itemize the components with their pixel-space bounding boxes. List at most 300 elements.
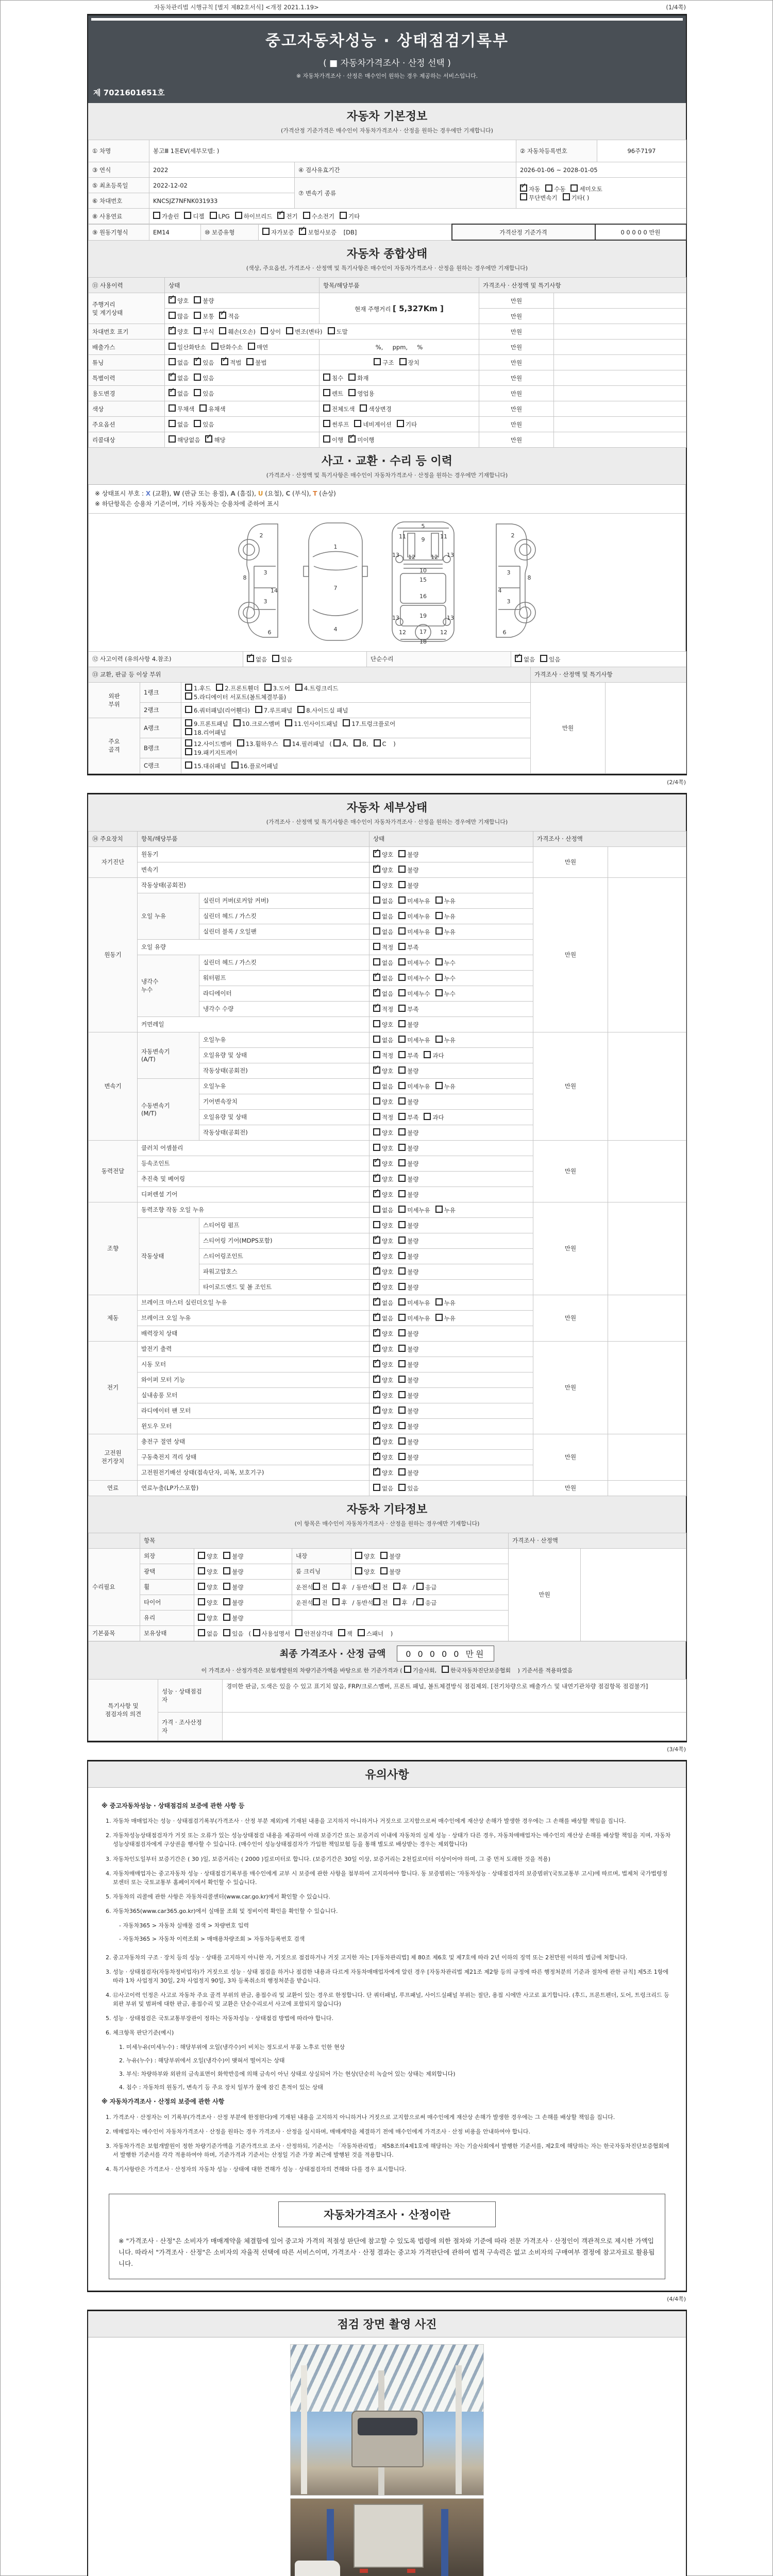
options-cell[interactable] — [320, 370, 479, 386]
checkbox-option[interactable] — [373, 1082, 393, 1091]
options-cell[interactable] — [243, 651, 367, 667]
checkbox-option[interactable] — [299, 228, 337, 236]
checkbox-option[interactable] — [435, 974, 456, 982]
options-cell[interactable] — [369, 1156, 533, 1171]
checkbox-option[interactable] — [398, 1468, 418, 1477]
options-cell[interactable]: 운전석 전 후 / 동반석 전 후 / 응급 — [292, 1579, 509, 1595]
checkbox-option[interactable] — [373, 896, 393, 905]
options-cell[interactable] — [369, 955, 533, 970]
options-cell[interactable] — [369, 1078, 533, 1094]
options-cell[interactable] — [369, 1295, 533, 1310]
checkbox-option[interactable] — [373, 1267, 393, 1276]
checkbox-option[interactable] — [545, 184, 565, 193]
options-cell[interactable] — [165, 293, 320, 309]
options-cell[interactable] — [516, 178, 686, 209]
checkbox-option[interactable] — [355, 1552, 375, 1561]
checkbox-option[interactable] — [295, 1629, 333, 1638]
checkbox-option[interactable] — [323, 420, 349, 429]
checkbox-option[interactable] — [393, 1598, 408, 1607]
checkbox-option[interactable] — [374, 739, 386, 748]
checkbox-option[interactable] — [283, 739, 325, 748]
checkbox-option[interactable] — [360, 404, 391, 413]
checkbox-option[interactable] — [373, 912, 393, 921]
options-cell[interactable] — [369, 1094, 533, 1109]
checkbox-option[interactable] — [398, 1066, 418, 1075]
options-cell[interactable] — [369, 1387, 533, 1403]
options-cell[interactable] — [194, 1610, 292, 1625]
options-cell[interactable] — [369, 1418, 533, 1434]
checkbox-option[interactable] — [373, 881, 393, 890]
checkbox-option[interactable] — [373, 1314, 393, 1323]
checkbox-option[interactable] — [520, 184, 540, 193]
checkbox-option[interactable] — [194, 420, 214, 429]
checkbox-option[interactable] — [435, 896, 456, 905]
checkbox-option[interactable] — [398, 1097, 418, 1106]
options-cell[interactable] — [369, 1217, 533, 1233]
checkbox-option[interactable] — [398, 1020, 418, 1029]
checkbox-option[interactable] — [169, 343, 206, 351]
checkbox-option[interactable] — [398, 1345, 418, 1353]
checkbox-option[interactable] — [246, 358, 266, 367]
checkbox-option[interactable] — [398, 1206, 430, 1214]
checkbox-option[interactable] — [373, 1422, 393, 1431]
checkbox-option[interactable] — [185, 692, 286, 701]
checkbox-option[interactable] — [223, 1583, 243, 1591]
checkbox-option[interactable] — [398, 1283, 418, 1292]
checkbox-option[interactable] — [399, 358, 419, 367]
checkbox-option[interactable] — [313, 1598, 327, 1607]
checkbox-option[interactable] — [373, 958, 393, 967]
checkbox-option[interactable] — [398, 1453, 418, 1462]
checkbox-option[interactable] — [185, 706, 250, 715]
options-cell[interactable]: 자가보증 ✓ 보험사보증 [DB] — [259, 224, 452, 240]
options-cell[interactable] — [165, 309, 320, 324]
checkbox-option[interactable] — [340, 212, 360, 221]
options-cell[interactable] — [165, 340, 320, 355]
checkbox-option[interactable] — [374, 358, 394, 367]
checkbox-option[interactable] — [398, 1005, 418, 1013]
checkbox-option[interactable] — [398, 1036, 430, 1044]
options-cell[interactable] — [181, 718, 531, 738]
checkbox-option[interactable] — [398, 1082, 430, 1091]
checkbox-option[interactable] — [297, 706, 348, 715]
checkbox-option[interactable] — [435, 1298, 456, 1307]
checkbox-option[interactable] — [221, 358, 241, 367]
options-cell[interactable] — [369, 1171, 533, 1187]
checkbox-option[interactable] — [398, 1252, 418, 1261]
checkbox-option[interactable] — [211, 343, 243, 351]
options-cell[interactable] — [369, 1202, 533, 1217]
options-cell[interactable] — [165, 355, 320, 370]
checkbox-option[interactable] — [416, 1583, 436, 1591]
options-cell[interactable] — [369, 877, 533, 893]
checkbox-option[interactable] — [198, 1629, 218, 1638]
options-cell[interactable] — [320, 386, 479, 401]
checkbox-option[interactable] — [328, 327, 348, 336]
options-cell[interactable] — [369, 1125, 533, 1140]
checkbox-option[interactable] — [373, 1236, 393, 1245]
checkbox-option[interactable] — [198, 1614, 218, 1622]
option-label: 불량 — [407, 1098, 419, 1106]
checkbox-option[interactable] — [247, 655, 267, 664]
checkbox-option[interactable] — [231, 761, 278, 770]
options-cell[interactable] — [369, 1341, 533, 1357]
checkbox-option[interactable] — [333, 739, 348, 748]
checkbox-option[interactable] — [194, 296, 214, 305]
checkbox-option[interactable] — [373, 1283, 393, 1292]
checkbox-option[interactable] — [563, 193, 590, 202]
options-cell[interactable] — [369, 970, 533, 986]
checkbox-option[interactable] — [515, 655, 535, 664]
options-cell[interactable] — [369, 924, 533, 939]
options-cell[interactable] — [194, 1548, 292, 1564]
checkbox-option[interactable] — [210, 212, 230, 220]
option-label: 양호 — [382, 882, 394, 889]
checkbox-option[interactable] — [373, 989, 393, 998]
checkbox-option[interactable] — [373, 1437, 393, 1446]
checkbox-option[interactable] — [435, 1036, 456, 1044]
checkbox-option[interactable] — [223, 1552, 243, 1561]
options-cell[interactable] — [369, 1279, 533, 1295]
checkbox-option[interactable] — [435, 1314, 456, 1323]
options-cell[interactable]: 없음 있음 ( 사용설명서 안전삼각대 잭 스패너 ) — [194, 1625, 509, 1641]
checkbox-option[interactable] — [223, 1567, 243, 1576]
options-cell[interactable] — [194, 1595, 292, 1610]
checkbox-option[interactable] — [373, 1159, 393, 1168]
checkbox-option[interactable] — [185, 728, 226, 737]
checkbox-option[interactable] — [169, 296, 189, 305]
checkbox-option[interactable] — [398, 1298, 430, 1307]
checkbox-option[interactable] — [398, 1190, 418, 1199]
checkbox-option[interactable] — [398, 974, 430, 982]
checkbox-option[interactable] — [398, 1391, 418, 1400]
options-cell[interactable] — [369, 1001, 533, 1016]
checkbox-option[interactable] — [373, 927, 393, 936]
options-cell[interactable] — [369, 1465, 533, 1480]
options-cell[interactable] — [369, 893, 533, 908]
checkbox-option[interactable] — [373, 866, 393, 874]
checkbox-option[interactable] — [373, 1345, 393, 1353]
checkbox-option[interactable] — [398, 1128, 418, 1137]
checkbox-option[interactable] — [323, 389, 343, 398]
option-label: 전 — [322, 1583, 328, 1591]
checkbox-option[interactable] — [255, 706, 292, 715]
options-cell[interactable] — [351, 1564, 509, 1579]
checkbox-option[interactable] — [237, 739, 278, 748]
options-cell[interactable] — [369, 1357, 533, 1372]
checkbox-option[interactable] — [398, 896, 430, 905]
checkbox-option[interactable] — [343, 719, 395, 728]
checkbox-option[interactable] — [398, 912, 430, 921]
options-cell[interactable] — [165, 386, 320, 401]
checkbox-option[interactable] — [404, 1666, 436, 1674]
checkbox-option[interactable] — [219, 327, 255, 336]
options-cell[interactable] — [369, 1326, 533, 1341]
checkbox-option[interactable] — [354, 739, 368, 748]
options-cell[interactable] — [369, 1032, 533, 1047]
checkbox-option[interactable] — [398, 1484, 418, 1493]
checkbox-option[interactable] — [398, 1051, 418, 1060]
checkbox-icon — [264, 684, 272, 691]
options-cell[interactable] — [149, 209, 686, 224]
checkbox-option[interactable] — [295, 684, 339, 692]
checkbox-option[interactable] — [398, 1221, 418, 1230]
checkbox-option[interactable] — [570, 184, 602, 193]
checkbox-option[interactable] — [393, 1583, 408, 1591]
checkbox-option[interactable] — [223, 1614, 243, 1622]
checkbox-option[interactable] — [397, 420, 417, 429]
checkbox-option[interactable] — [235, 212, 273, 221]
options-cell[interactable] — [369, 1480, 533, 1496]
options-cell[interactable]: 12.사이드멤버 13.휠하우스 14.필러패널 ( A, B, C ) 19.패키지트레이 — [181, 738, 531, 758]
checkbox-option[interactable] — [185, 739, 232, 748]
checkbox-option[interactable] — [373, 1175, 393, 1183]
checkbox-option[interactable] — [373, 1190, 393, 1199]
checkbox-option[interactable] — [261, 327, 281, 336]
checkbox-option[interactable] — [169, 435, 200, 444]
checkbox-option[interactable] — [355, 1567, 375, 1576]
value-cell: 만원 — [509, 1548, 581, 1641]
checkbox-option[interactable] — [398, 881, 418, 890]
checkbox-option[interactable] — [169, 404, 194, 413]
checkbox-option[interactable] — [373, 1360, 393, 1369]
options-cell[interactable] — [369, 1047, 533, 1063]
option-label: 무채색 — [177, 405, 195, 413]
table-row — [89, 178, 686, 193]
checkbox-option[interactable] — [323, 435, 343, 444]
checkbox-option[interactable] — [373, 1097, 393, 1106]
checkbox-option[interactable] — [198, 1552, 218, 1561]
checkbox-option[interactable] — [424, 1051, 444, 1060]
checkbox-option[interactable] — [286, 327, 322, 336]
checkbox-option[interactable] — [169, 374, 189, 382]
options-cell[interactable] — [369, 862, 533, 877]
checkbox-option[interactable] — [435, 958, 456, 967]
options-cell[interactable] — [181, 758, 531, 773]
checkbox-option[interactable] — [416, 1598, 436, 1607]
options-cell[interactable] — [194, 1564, 292, 1579]
checkbox-option[interactable] — [332, 1598, 347, 1607]
checkbox-option[interactable] — [277, 212, 297, 221]
checkbox-option[interactable] — [313, 1583, 327, 1591]
checkbox-option[interactable] — [435, 1082, 456, 1091]
checkbox-option[interactable] — [332, 1583, 347, 1591]
checkbox-option[interactable] — [219, 312, 239, 320]
checkbox-option[interactable] — [194, 327, 214, 336]
checkbox-option[interactable] — [169, 420, 189, 429]
checkbox-option[interactable] — [323, 404, 355, 413]
checkbox-option[interactable] — [373, 1406, 393, 1415]
checkbox-option[interactable] — [348, 389, 374, 398]
checkbox-option[interactable] — [424, 1113, 444, 1122]
options-cell[interactable] — [369, 1140, 533, 1156]
checkbox-option[interactable] — [398, 1267, 418, 1276]
checkbox-option[interactable] — [338, 1629, 352, 1638]
checkbox-option[interactable] — [223, 1598, 243, 1607]
checkbox-option[interactable] — [398, 1314, 430, 1323]
checkbox-option[interactable] — [398, 1376, 418, 1384]
checkbox-option[interactable] — [358, 1629, 383, 1638]
checkbox-option[interactable] — [373, 1051, 393, 1060]
checkbox-option[interactable] — [373, 1376, 393, 1384]
options-cell[interactable] — [369, 1063, 533, 1078]
checkbox-option[interactable] — [194, 389, 214, 398]
checkbox-option[interactable] — [198, 1598, 218, 1607]
checkbox-option[interactable] — [540, 655, 560, 664]
checkbox-option[interactable] — [398, 1329, 418, 1338]
checkbox-icon — [323, 435, 330, 443]
checkbox-option[interactable] — [398, 943, 418, 952]
checkbox-option[interactable] — [435, 989, 456, 998]
checkbox-option[interactable] — [373, 1221, 393, 1230]
checkbox-option[interactable] — [262, 228, 294, 236]
options-cell[interactable] — [369, 1233, 533, 1248]
options-cell[interactable] — [369, 986, 533, 1001]
checkbox-option[interactable] — [253, 1629, 291, 1638]
options-cell[interactable] — [194, 1579, 292, 1595]
checkbox-option[interactable] — [373, 1329, 393, 1338]
options-cell[interactable] — [511, 651, 686, 667]
checkbox-option[interactable] — [303, 212, 334, 221]
checkbox-option[interactable] — [435, 912, 456, 921]
checkbox-option[interactable] — [233, 719, 280, 728]
options-cell[interactable] — [351, 1548, 509, 1564]
checkbox-option[interactable] — [216, 684, 259, 692]
checkbox-option[interactable] — [323, 374, 343, 382]
checkbox-option[interactable] — [194, 374, 214, 382]
checkbox-option[interactable] — [373, 1453, 393, 1462]
checkbox-option[interactable] — [373, 1128, 393, 1137]
options-cell[interactable] — [320, 432, 479, 448]
checkbox-option[interactable] — [442, 1666, 511, 1674]
checkbox-option[interactable] — [373, 1113, 393, 1122]
options-cell[interactable] — [369, 846, 533, 862]
options-cell[interactable] — [165, 370, 320, 386]
checkbox-option[interactable] — [185, 748, 238, 757]
checkbox-option[interactable] — [348, 374, 368, 382]
checkbox-option[interactable] — [398, 958, 430, 967]
checkbox-option[interactable] — [169, 358, 189, 367]
checkbox-option[interactable] — [373, 1298, 393, 1307]
checkbox-option[interactable] — [373, 943, 393, 952]
options-cell[interactable] — [369, 1264, 533, 1279]
options-cell[interactable] — [369, 1310, 533, 1326]
checkbox-option[interactable] — [380, 1552, 400, 1561]
checkbox-option[interactable] — [285, 719, 338, 728]
checkbox-option[interactable] — [520, 193, 558, 202]
checkbox-option[interactable] — [398, 850, 418, 859]
checkbox-option[interactable] — [398, 1175, 418, 1183]
checkbox-option[interactable] — [373, 1020, 393, 1029]
checkbox-option[interactable] — [398, 927, 430, 936]
checkbox-option[interactable] — [373, 1583, 388, 1591]
checkbox-option[interactable] — [248, 343, 268, 351]
checkbox-option[interactable] — [435, 1206, 456, 1214]
checkbox-option[interactable] — [398, 866, 418, 874]
options-cell[interactable] — [369, 1248, 533, 1264]
checkbox-icon — [373, 1113, 380, 1120]
options-cell[interactable] — [181, 702, 531, 718]
checkbox-option[interactable] — [348, 435, 374, 444]
checkbox-option[interactable] — [223, 1629, 243, 1638]
checkbox-option[interactable] — [398, 989, 430, 998]
checkbox-option[interactable] — [373, 1206, 393, 1214]
checkbox-option[interactable] — [398, 1437, 418, 1446]
checkbox-option[interactable] — [185, 684, 211, 692]
option-label: 기타( ) — [571, 194, 590, 201]
options-cell[interactable] — [369, 908, 533, 924]
checkbox-option[interactable] — [398, 1360, 418, 1369]
checkbox-option[interactable] — [398, 1113, 418, 1122]
checkbox-option[interactable] — [194, 358, 214, 367]
checkbox-option[interactable] — [373, 1144, 393, 1153]
checkbox-option[interactable] — [184, 212, 204, 221]
checkbox-option[interactable] — [373, 1598, 388, 1607]
checkbox-option[interactable] — [373, 1484, 393, 1493]
options-cell[interactable] — [165, 432, 320, 448]
checkbox-option[interactable] — [373, 1005, 393, 1013]
checkbox-option[interactable] — [398, 1236, 418, 1245]
options-cell[interactable] — [320, 417, 479, 432]
checkbox-option[interactable] — [354, 420, 392, 429]
checkbox-option[interactable] — [169, 312, 189, 320]
checkbox-option[interactable] — [153, 212, 179, 221]
checkbox-option[interactable] — [205, 435, 225, 444]
options-cell[interactable] — [369, 1434, 533, 1449]
checkbox-option[interactable] — [380, 1567, 400, 1576]
checkbox-option[interactable] — [199, 404, 225, 413]
options-cell[interactable] — [369, 1403, 533, 1418]
header-cell: ⑭ 주요장치 — [89, 831, 138, 846]
checkbox-option[interactable] — [373, 1468, 393, 1477]
checkbox-option[interactable] — [373, 850, 393, 859]
checkbox-option[interactable] — [198, 1567, 218, 1576]
checkbox-option[interactable] — [398, 1144, 418, 1153]
checkbox-option[interactable] — [398, 1159, 418, 1168]
options-cell[interactable] — [369, 1449, 533, 1465]
checkbox-option[interactable] — [373, 1252, 393, 1261]
options-cell[interactable] — [320, 401, 479, 417]
checkbox-option[interactable] — [185, 761, 226, 770]
options-cell[interactable] — [369, 939, 533, 955]
checkbox-option[interactable] — [373, 1036, 393, 1044]
options-cell[interactable]: 운전석 전 후 / 동반석 전 후 / 응급 — [292, 1595, 509, 1610]
exchange-sheetmetal-table — [88, 667, 686, 774]
checkbox-option[interactable] — [185, 719, 228, 728]
options-cell[interactable] — [369, 1187, 533, 1202]
checkbox-option[interactable] — [398, 1422, 418, 1431]
checkbox-option[interactable] — [194, 312, 214, 320]
options-cell[interactable] — [320, 355, 479, 370]
checkbox-option[interactable] — [198, 1583, 218, 1591]
checkbox-option[interactable] — [169, 389, 189, 398]
options-cell[interactable] — [181, 682, 531, 702]
options-cell[interactable] — [369, 1372, 533, 1387]
checkbox-option[interactable] — [169, 327, 189, 336]
checkbox-option[interactable] — [398, 1406, 418, 1415]
checkbox-option[interactable] — [373, 1066, 393, 1075]
options-cell[interactable] — [165, 417, 320, 432]
options-cell[interactable] — [165, 324, 479, 340]
checkbox-option[interactable] — [272, 655, 292, 664]
options-cell[interactable] — [369, 1109, 533, 1125]
checkbox-option[interactable] — [264, 684, 290, 692]
checkbox-option[interactable] — [435, 927, 456, 936]
checkbox-option[interactable] — [373, 1391, 393, 1400]
options-cell[interactable] — [369, 1016, 533, 1032]
checkbox-option[interactable] — [373, 974, 393, 982]
options-cell[interactable] — [165, 401, 320, 417]
